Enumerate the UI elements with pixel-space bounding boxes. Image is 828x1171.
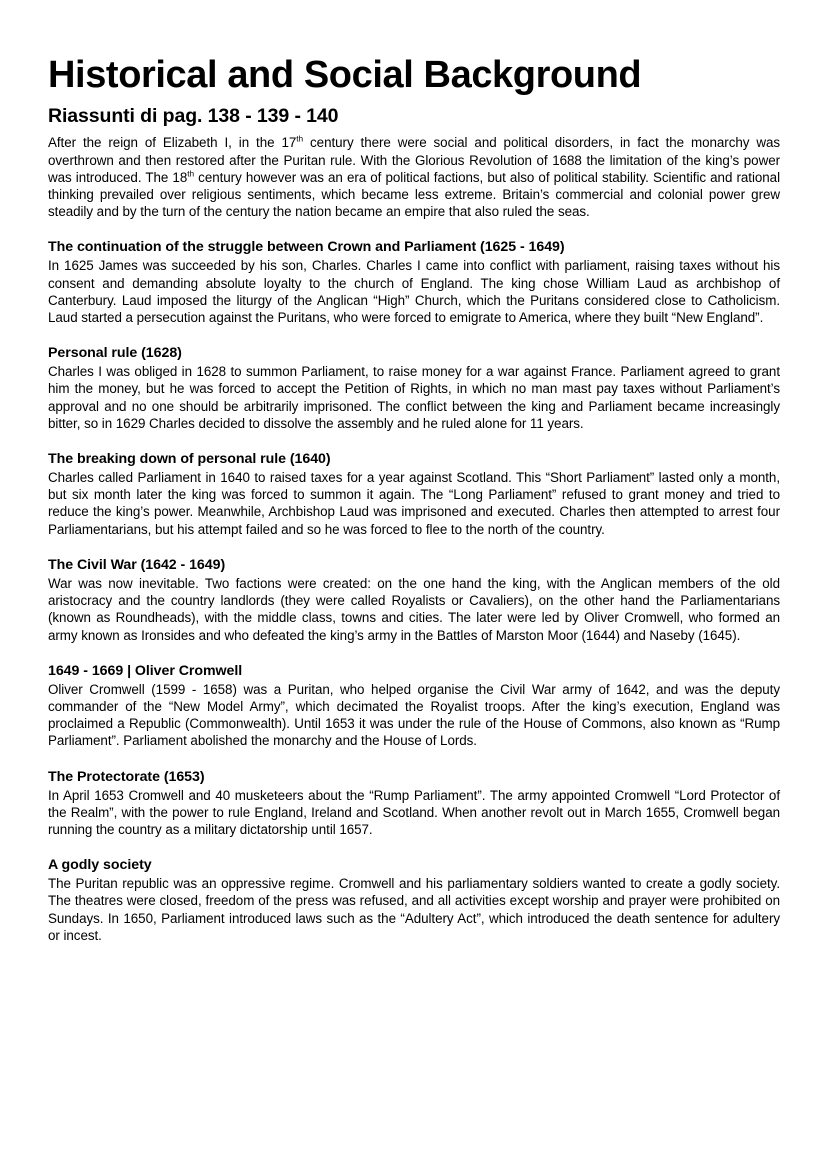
document-section bbox=[48, 134, 780, 220]
section-paragraph: In April 1653 Cromwell and 40 musketeers about the “Rump Parliament”. The army appointed Cromwell “Lord Protector of the Realm”, with the power to rule England, Ireland and Scotland. When another revolt out in March 1655, Cromwell began running the country as a military dictatorship until 1657. bbox=[48, 787, 780, 837]
section-heading: The continuation of the struggle between Crown and Parliament (1625 - 1649) bbox=[48, 239, 565, 256]
document-section bbox=[48, 345, 780, 432]
section-heading: The Civil War (1642 - 1649) bbox=[48, 556, 226, 573]
section-paragraph: After the reign of Elizabeth I, in the 17th century there were social and political disorders, in fact the monarchy was overthrown and then restored after the Puritan rule. With the Glorious Revolution of 1688 the limitation of the king’s power was introduced. The 18th century however was an era of political factions, but also of political stability. Scientific and rational thinking prevailed over religious sentiments, which became less extreme. Britain’s commercial and colonial power grew steadily and by the turn of the century the nation became an empire that also ruled the seas. bbox=[48, 133, 780, 220]
document-section bbox=[48, 557, 780, 644]
document-section bbox=[48, 451, 780, 538]
document-section bbox=[48, 239, 780, 326]
page-subtitle: Riassunti di pag. 138 - 139 - 140 bbox=[48, 104, 339, 127]
section-heading: The breaking down of personal rule (1640) bbox=[48, 451, 331, 468]
section-heading: A godly society bbox=[48, 857, 152, 874]
section-heading: The Protectorate (1653) bbox=[48, 768, 205, 785]
section-heading: Personal rule (1628) bbox=[48, 345, 182, 362]
section-paragraph: Charles I was obliged in 1628 to summon Parliament, to raise money for a war against France. Parliament agreed to grant him the money, but he was forced to accept the Petition of Rights, in which no man mast pay taxes without Parliament’s approval and no one should be arbitrarily imprisoned. The conflict between the king and Parliament became increasingly bitter, so in 1629 Charles decided to dissolve the assembly and he ruled alone for 11 years. bbox=[48, 364, 780, 431]
document-body bbox=[48, 134, 780, 944]
document-section bbox=[48, 769, 780, 839]
section-heading: 1649 - 1669 | Oliver Cromwell bbox=[48, 662, 243, 679]
section-paragraph: In 1625 James was succeeded by his son, Charles. Charles I came into conflict with parliament, raising taxes without his consent and demanding absolute loyalty to the church of England. The king chose William Laud as archbishop of Canterbury. Laud imposed the liturgy of the Anglican “High” Church, which the Puritans considered close to Catholicism. Laud started a persecution against the Puritans, who were forced to emigrate to America, where they built “New England”. bbox=[48, 258, 780, 325]
document-section bbox=[48, 663, 780, 750]
section-paragraph: Oliver Cromwell (1599 - 1658) was a Puritan, who helped organise the Civil War army of 1642, and was the deputy commander of the “New Model Army”, which decimated the Royalist troops. After the king’s execution, England was proclaimed a Republic (Commonwealth). Until 1653 it was under the rule of the House of Commons, also known as “Rump Parliament”. Parliament abolished the monarchy and the House of Lords. bbox=[48, 681, 780, 749]
section-paragraph: Charles called Parliament in 1640 to raised taxes for a year against Scotland. This “Short Parliament” lasted only a month, but six month later the king was forced to summon it again. The “Long Parliament” refused to grant money and tried to reduce the king’s power. Meanwhile, Archbishop Laud was imprisoned and executed. Charles then attempted to arrest four Parliamentarians, but his attempt failed and so he was forced to flee to the north of the country. bbox=[48, 470, 780, 537]
document-section bbox=[48, 857, 780, 944]
section-paragraph: War was now inevitable. Two factions were created: on the one hand the king, with the Anglican members of the old aristocracy and the country landlords (they were called Royalists or Cavaliers), on the other hand the Parliamentarians (known as Roundheads), with the middle class, towns and cities. The later were led by Oliver Cromwell, who formed an army known as Ironsides and who defeated the king’s army in the Battles of Marston Moor (1644) and Naseby (1645). bbox=[48, 575, 780, 643]
page-title: Historical and Social Background bbox=[48, 54, 642, 96]
section-paragraph: The Puritan republic was an oppressive regime. Cromwell and his parliamentary soldiers wanted to create a godly society. The theatres were closed, freedom of the press was refused, and all activities except worship and prayer were prohibited on Sundays. In 1650, Parliament introduced laws such as the “Adultery Act”, which introduced the death sentence for adultery or incest. bbox=[48, 876, 780, 943]
